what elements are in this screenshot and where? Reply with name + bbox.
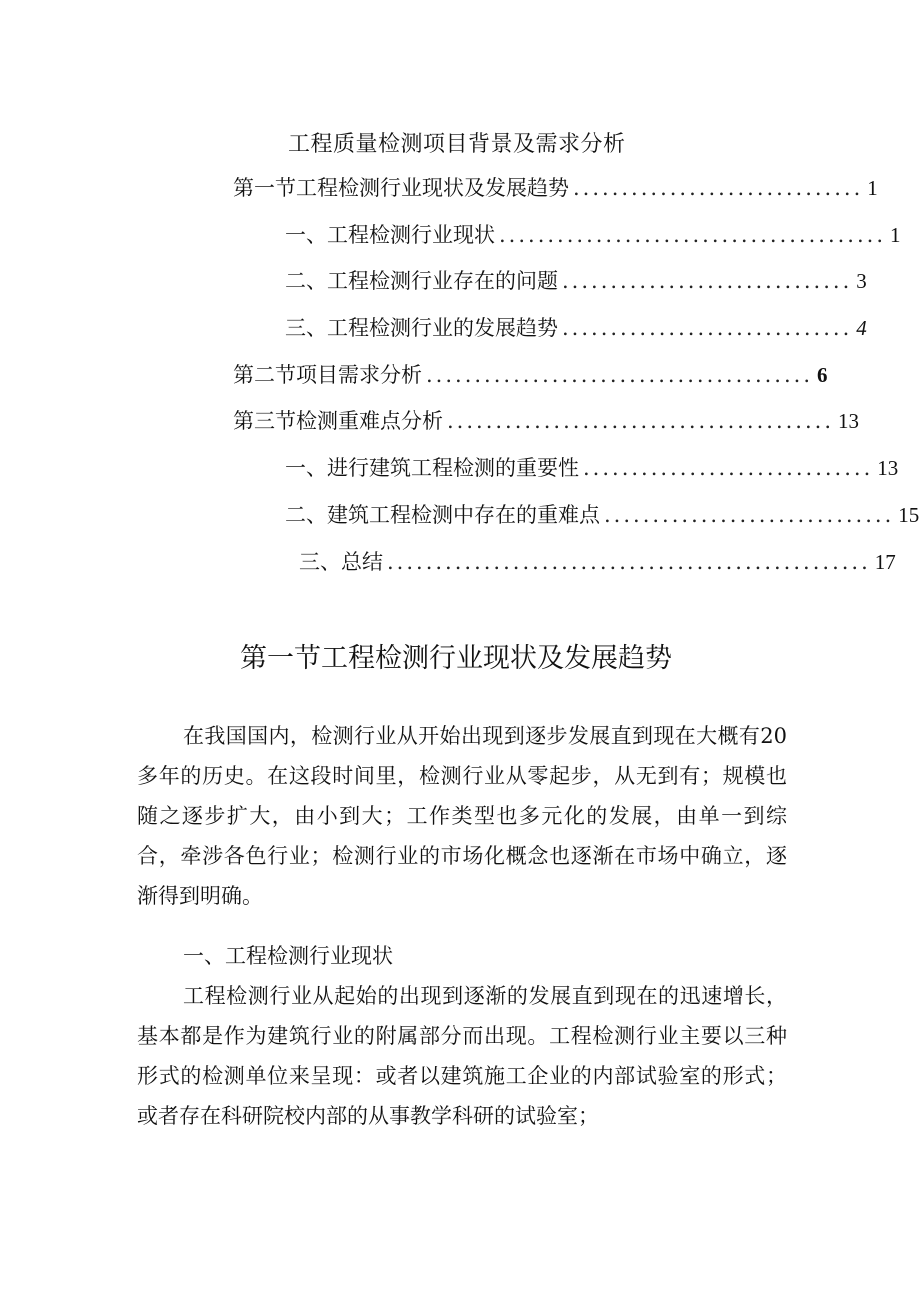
toc-entry-label: 一、进行建筑工程检测的重要性 <box>285 456 579 480</box>
body-paragraph-2: 工程检测行业从起始的出现到逐渐的发展直到现在的迅速增长，基本都是作为建筑行业的附属部分而出现。工程检测行业主要以三种形式的检测单位来呈现：或者以建筑施工企业的内部试验室的形式；或者存在科研院校内部的从事教学科研的试验室； <box>137 984 787 1128</box>
toc-entry-label: 第二节项目需求分析 <box>233 363 422 387</box>
toc-entry-label: 二、工程检测行业存在的问题 <box>285 269 558 293</box>
toc-entry-label: 第三节检测重难点分析 <box>233 409 443 433</box>
toc-page-number: 17 <box>874 550 896 574</box>
document-title: 工程质量检测项目背景及需求分析 <box>288 132 626 157</box>
toc-entry-section-2[interactable] <box>233 359 828 389</box>
toc-entry-importance[interactable] <box>285 452 899 482</box>
toc-page-number: 13 <box>838 409 860 433</box>
toc-page-number: 4 <box>856 316 867 340</box>
toc-entry-summary[interactable] <box>299 546 896 576</box>
toc-leader-dots: ........................................ <box>447 409 835 433</box>
toc-entry-problems[interactable] <box>285 265 867 295</box>
toc-page-number: 6 <box>817 363 828 387</box>
section-heading: 第一节工程检测行业现状及发展趋势 <box>240 643 672 674</box>
toc-leader-dots: .................................................. <box>387 550 871 574</box>
toc-leader-dots: .............................. <box>562 316 853 340</box>
toc-entry-trends[interactable] <box>285 312 867 342</box>
toc-entry-label: 第一节工程检测行业现状及发展趋势 <box>233 176 569 200</box>
toc-entry-label: 二、建筑工程检测中存在的重难点 <box>285 503 600 527</box>
toc-page-number: 1 <box>867 176 878 200</box>
toc-leader-dots: ........................................ <box>426 363 814 387</box>
toc-leader-dots: .............................. <box>562 269 853 293</box>
toc-entry-difficulties[interactable] <box>285 499 920 529</box>
toc-entry-current-status[interactable] <box>285 219 901 249</box>
toc-entry-label: 三、总结 <box>299 550 383 574</box>
toc-entry-section-3[interactable] <box>233 405 860 435</box>
toc-leader-dots: .............................. <box>583 456 874 480</box>
toc-page-number: 15 <box>898 503 920 527</box>
toc-page-number: 13 <box>877 456 899 480</box>
toc-entry-label: 一、工程检测行业现状 <box>285 223 495 247</box>
toc-entry-section-1[interactable] <box>233 172 878 202</box>
toc-page-number: 3 <box>856 269 867 293</box>
toc-entry-label: 三、工程检测行业的发展趋势 <box>285 316 558 340</box>
toc-page-number: 1 <box>890 223 901 247</box>
toc-leader-dots: .............................. <box>573 176 864 200</box>
body-paragraph-1: 在我国国内，检测行业从开始出现到逐步发展直到现在大概有20多年的历史。在这段时间里，检测行业从零起步，从无到有；规模也随之逐步扩大，由小到大；工作类型也多元化的发展，由单一到综合，牵涉各色行业；检测行业的市场化概念也逐渐在市场中确立，逐渐得到明确。 <box>137 724 787 908</box>
subheading-current-status: 一、工程检测行业现状 <box>183 944 393 968</box>
toc-leader-dots: ........................................ <box>499 223 887 247</box>
toc-leader-dots: .............................. <box>604 503 895 527</box>
